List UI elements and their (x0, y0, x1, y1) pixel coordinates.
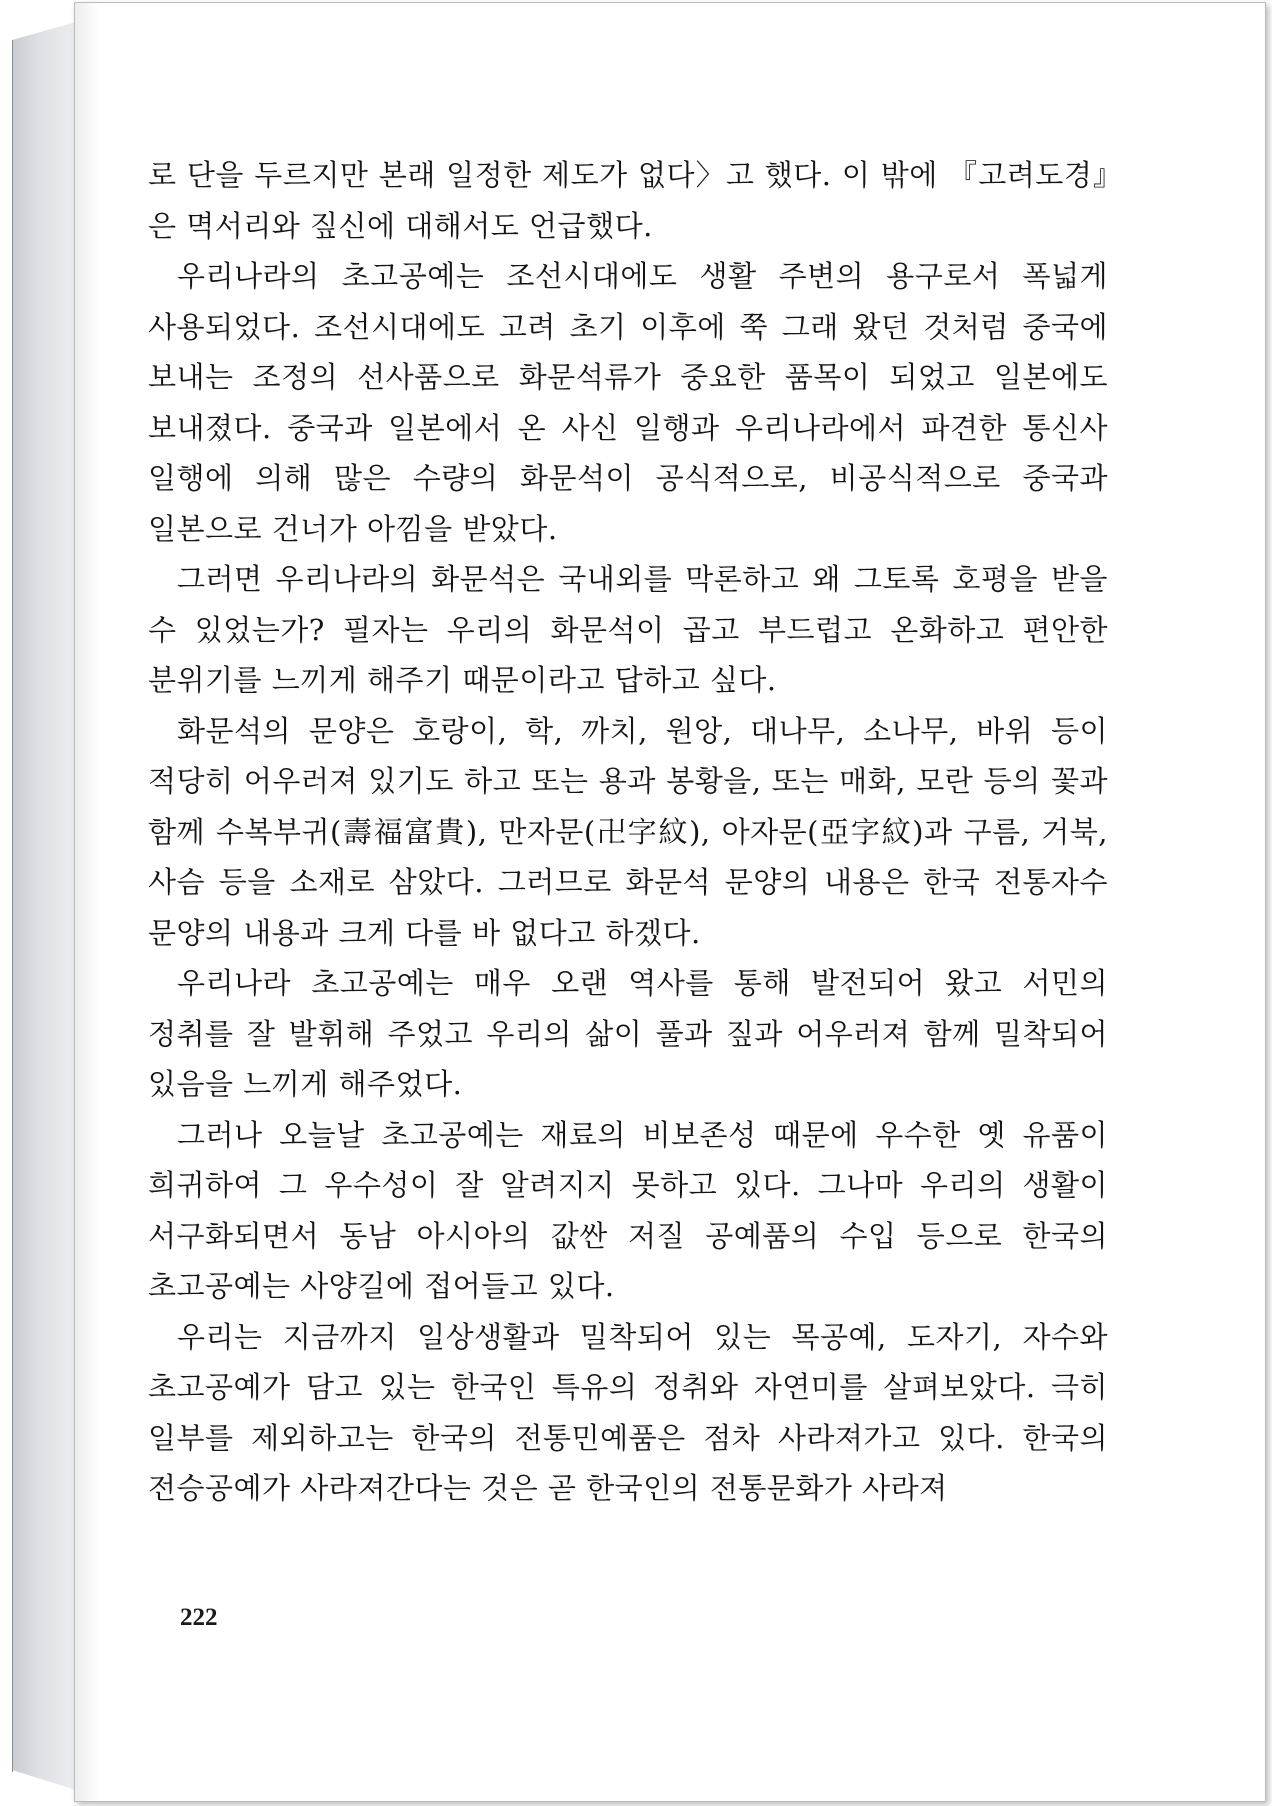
paragraph: 우리나라 초고공예는 매우 오랜 역사를 통해 발전되어 왔고 서민의 정취를 잘 발휘해 주었고 우리의 삶이 풀과 짚과 어우러져 함께 밀착되어 있음을 느끼게 해주었다. (148, 966, 1108, 1101)
paragraph: 그러나 오늘날 초고공예는 재료의 비보존성 때문에 우수한 옛 유품이 희귀하여 그 우수성이 잘 알려지지 못하고 있다. 그나마 우리의 생활이 서구화되면서 동남 아시아의 값싼 저질 공예품의 수입 등으로 한국의 초고공예는 사양길에 접어들고 있다. (148, 1117, 1108, 1303)
page-gutter-shade (75, 3, 99, 1801)
paragraph-continued: 로 단을 두르지만 본래 일정한 제도가 없다〉고 했다. 이 밖에 『고려도경』은 멱서리와 짚신에 대해서도 언급했다. (148, 158, 1108, 243)
book-spine-edge (12, 40, 13, 1772)
page-number: 222 (180, 1604, 218, 1631)
book-spine (12, 22, 77, 1790)
paragraph: 우리나라의 초고공예는 조선시대에도 생활 주변의 용구로서 폭넓게 사용되었다. 조선시대에도 고려 초기 이후에 쭉 그래 왔던 것처럼 중국에 보내는 조정의 선사품으로 화문석류가 중요한 품목이 되었고 일본에도 보내졌다. 중국과 일본에서 온 사신 일행과 우리나라에서 파견한 통신사 일행에 의해 많은 수량의 화문석이 공식적으로, 비공식적으로 중국과 일본으로 건너가 아낌을 받았다. (148, 259, 1108, 546)
paragraph: 화문석의 문양은 호랑이, 학, 까치, 원앙, 대나무, 소나무, 바위 등이 적당히 어우러져 있기도 하고 또는 용과 봉황을, 또는 매화, 모란 등의 꽃과 함께 수복부귀(壽福富貴), 만자문(卍字紋), 아자문(亞字紋)과 구름, 거북, 사슴 등을 소재로 삼았다. 그러므로 화문석 문양의 내용은 한국 전통자수 문양의 내용과 크게 다를 바 없다고 하겠다. (148, 713, 1108, 950)
body-text (148, 150, 1108, 1514)
paragraph: 그러면 우리나라의 화문석은 국내외를 막론하고 왜 그토록 호평을 받을 수 있었는가? 필자는 우리의 화문석이 곱고 부드럽고 온화하고 편안한 분위기를 느끼게 해주기 때문이라고 답하고 싶다. (148, 562, 1108, 697)
paragraph: 우리는 지금까지 일상생활과 밀착되어 있는 목공예, 도자기, 자수와 초고공예가 담고 있는 한국인 특유의 정취와 자연미를 살펴보았다. 극히 일부를 제외하고는 한국의 전통민예품은 점차 사라져가고 있다. 한국의 전승공예가 사라져간다는 것은 곧 한국인의 전통문화가 사라져 (148, 1319, 1108, 1505)
